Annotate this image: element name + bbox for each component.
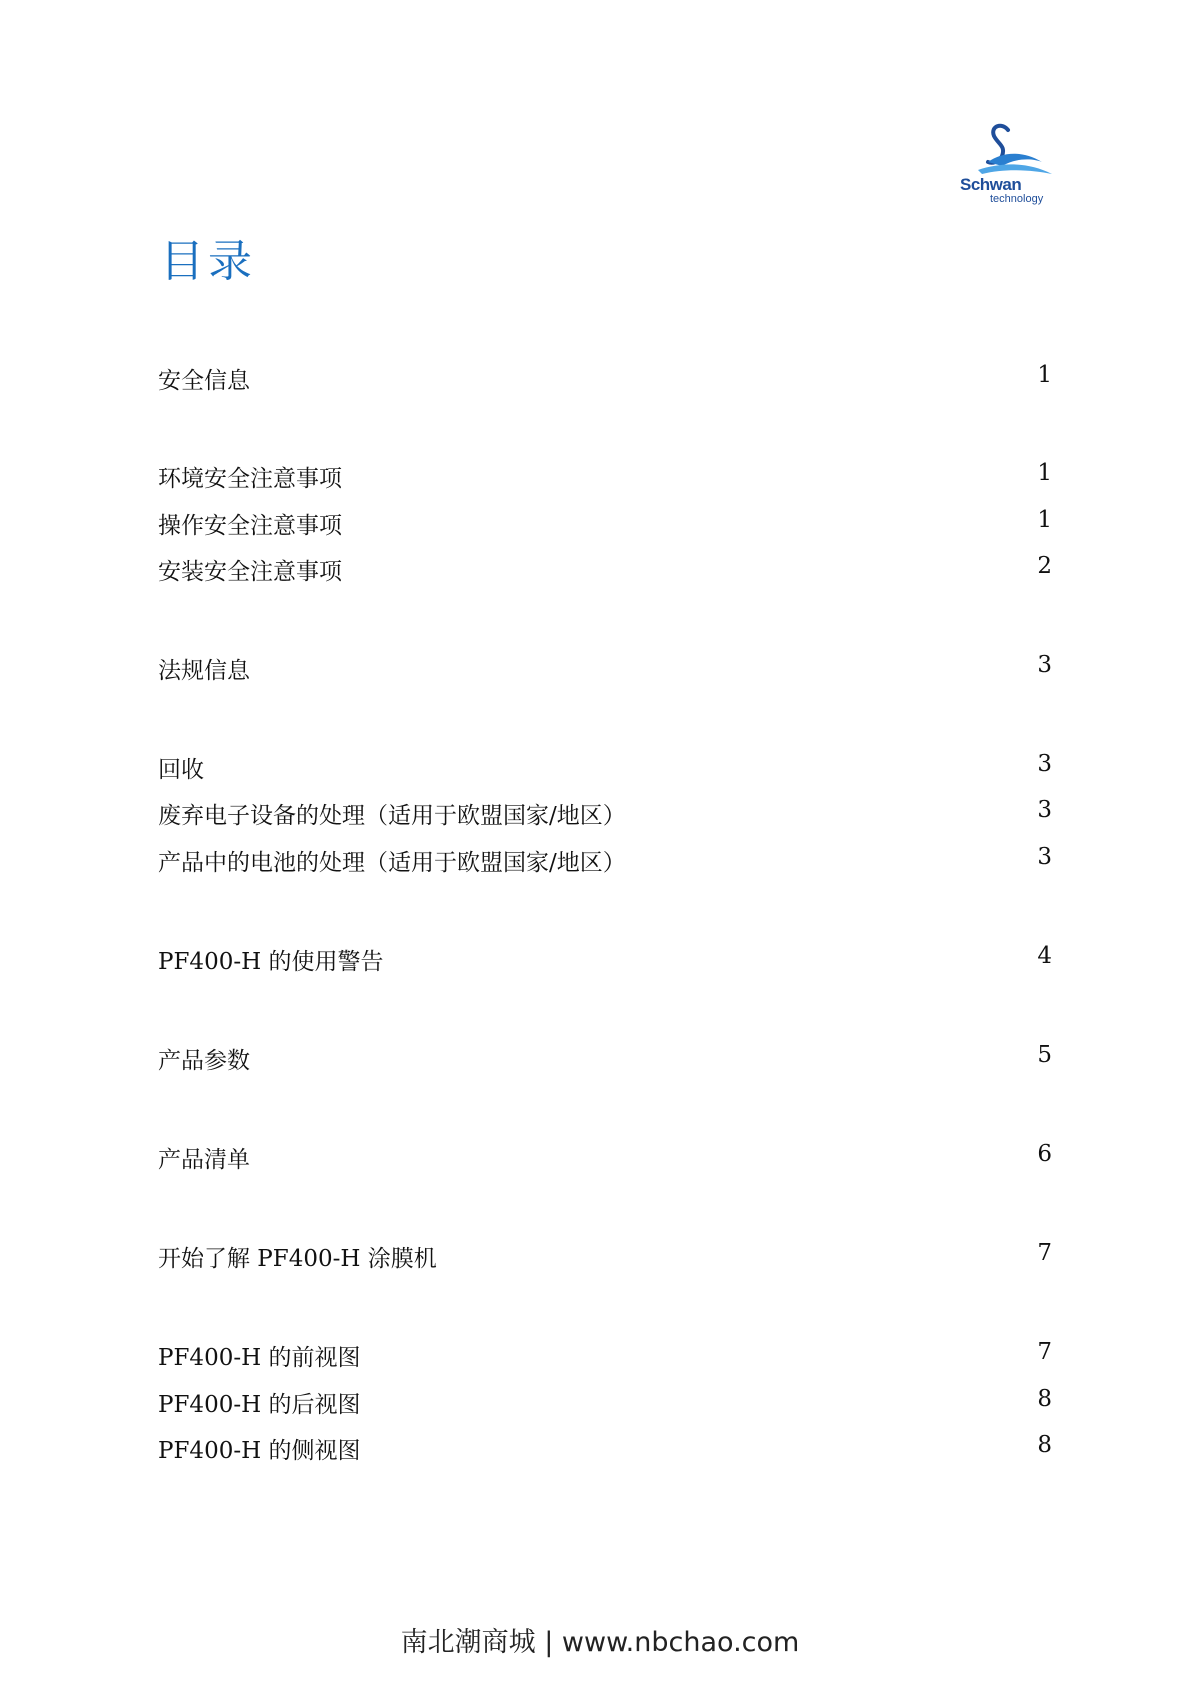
toc-page-number: 1 [1037, 507, 1052, 533]
swan-icon [972, 122, 1056, 182]
toc-entry[interactable] [158, 943, 1052, 977]
toc-page-number: 8 [1037, 1432, 1052, 1458]
toc-label: PF400-H 的侧视图 [158, 1438, 361, 1464]
toc-label: 废弃电子设备的处理（适用于欧盟国家/地区） [158, 803, 626, 829]
toc-label: 安装安全注意事项 [158, 559, 342, 585]
toc-page-number: 1 [1037, 362, 1052, 388]
toc-page-number: 5 [1037, 1042, 1052, 1068]
toc-label: 产品清单 [158, 1147, 250, 1173]
toc-page-number: 4 [1037, 943, 1052, 969]
toc-entry[interactable] [158, 1141, 1052, 1175]
logo-tagline: technology [990, 193, 1044, 205]
toc-page-number: 3 [1037, 844, 1052, 870]
page-title: 目录 [160, 236, 256, 287]
toc-label: 产品中的电池的处理（适用于欧盟国家/地区） [158, 850, 626, 876]
toc-label: 操作安全注意事项 [158, 513, 342, 539]
logo-wordmark: Schwan [960, 175, 1022, 194]
toc-page-number: 3 [1037, 797, 1052, 823]
schwan-logo [958, 122, 1058, 212]
toc-page-number: 1 [1037, 460, 1052, 486]
toc-entry[interactable] [158, 1240, 1052, 1274]
toc-entry[interactable] [158, 844, 1052, 878]
toc-entry[interactable] [158, 1042, 1052, 1076]
toc-entry[interactable] [158, 751, 1052, 785]
toc-entry[interactable] [158, 797, 1052, 831]
toc-entry[interactable] [158, 460, 1052, 494]
toc-page-number: 2 [1037, 553, 1052, 579]
toc-entry[interactable] [158, 1432, 1052, 1466]
toc-page-number: 3 [1037, 751, 1052, 777]
toc-page-number: 7 [1037, 1339, 1052, 1365]
toc-page-number: 3 [1037, 652, 1052, 678]
toc-entry[interactable] [158, 507, 1052, 541]
toc-entry[interactable] [158, 553, 1052, 587]
toc-label: 产品参数 [158, 1048, 250, 1074]
toc-label: PF400-H 的前视图 [158, 1345, 361, 1371]
toc-page-number: 8 [1037, 1386, 1052, 1412]
toc-label: PF400-H 的使用警告 [158, 949, 384, 975]
toc-label: 回收 [158, 757, 204, 783]
toc-label: 法规信息 [158, 658, 250, 684]
toc-label: 安全信息 [158, 368, 250, 394]
toc-label: 环境安全注意事项 [158, 466, 342, 492]
toc-entry[interactable] [158, 362, 1052, 396]
toc-label: PF400-H 的后视图 [158, 1392, 361, 1418]
toc-label: 开始了解 PF400-H 涂膜机 [158, 1246, 437, 1272]
footer-watermark: 南北潮商城 | www.nbchao.com [400, 1627, 800, 1658]
toc-page-number: 6 [1037, 1141, 1052, 1167]
toc-page-number: 7 [1037, 1240, 1052, 1266]
toc-entry[interactable] [158, 652, 1052, 686]
toc-entry[interactable] [158, 1339, 1052, 1373]
toc-entry[interactable] [158, 1386, 1052, 1420]
